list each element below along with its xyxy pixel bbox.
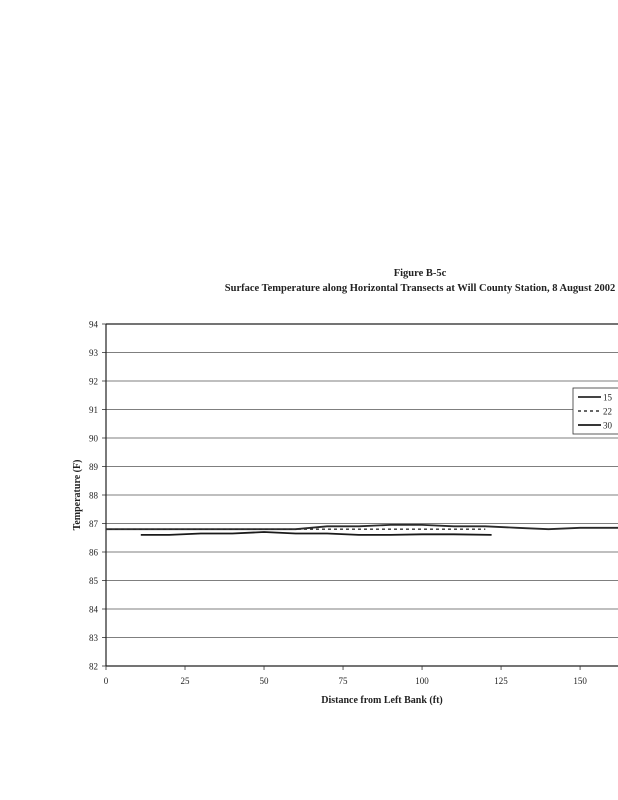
x-tick-label: 50 (259, 676, 269, 686)
y-tick-label: 93 (89, 348, 98, 358)
y-tick-labels (89, 320, 99, 672)
y-tick-label: 84 (89, 604, 98, 615)
y-tick-label: 87 (89, 519, 98, 529)
x-tick-label: 75 (338, 676, 348, 686)
y-tick-label: 85 (89, 576, 98, 586)
x-tick-label: 125 (494, 676, 508, 686)
legend-label: 30 (603, 420, 612, 431)
series-lines (106, 525, 618, 535)
figure-subtitle: Surface Temperature along Horizontal Transects at Will County Station, 8 August 2002 (224, 283, 616, 294)
x-tick-label: 150 (573, 676, 587, 686)
series-line-15 (106, 525, 618, 529)
x-tick-label: 0 (103, 676, 109, 686)
y-tick-label: 91 (89, 405, 98, 415)
y-axis-label: Temperature (F) (72, 459, 83, 531)
y-tick-label: 90 (89, 433, 98, 444)
y-tick-label: 88 (89, 490, 98, 501)
x-axis-label: Distance from Left Bank (ft) (321, 695, 443, 706)
y-tick-label: 92 (89, 376, 98, 387)
legend (573, 388, 618, 434)
x-tick-label: 25 (180, 676, 190, 686)
y-tick-label: 89 (89, 462, 98, 472)
legend-label: 15 (603, 392, 612, 403)
y-tick-label: 94 (89, 319, 98, 330)
gridlines (106, 324, 618, 666)
y-tick-label: 86 (89, 547, 98, 558)
figure-label: Figure B-5c (393, 268, 447, 279)
x-tick-label: 100 (415, 676, 429, 686)
series-line-30 (141, 532, 492, 535)
axes (102, 324, 618, 670)
y-tick-label: 82 (89, 661, 98, 672)
legend-label: 22 (603, 406, 612, 417)
x-tick-labels (104, 676, 588, 686)
y-tick-label: 83 (89, 633, 98, 643)
